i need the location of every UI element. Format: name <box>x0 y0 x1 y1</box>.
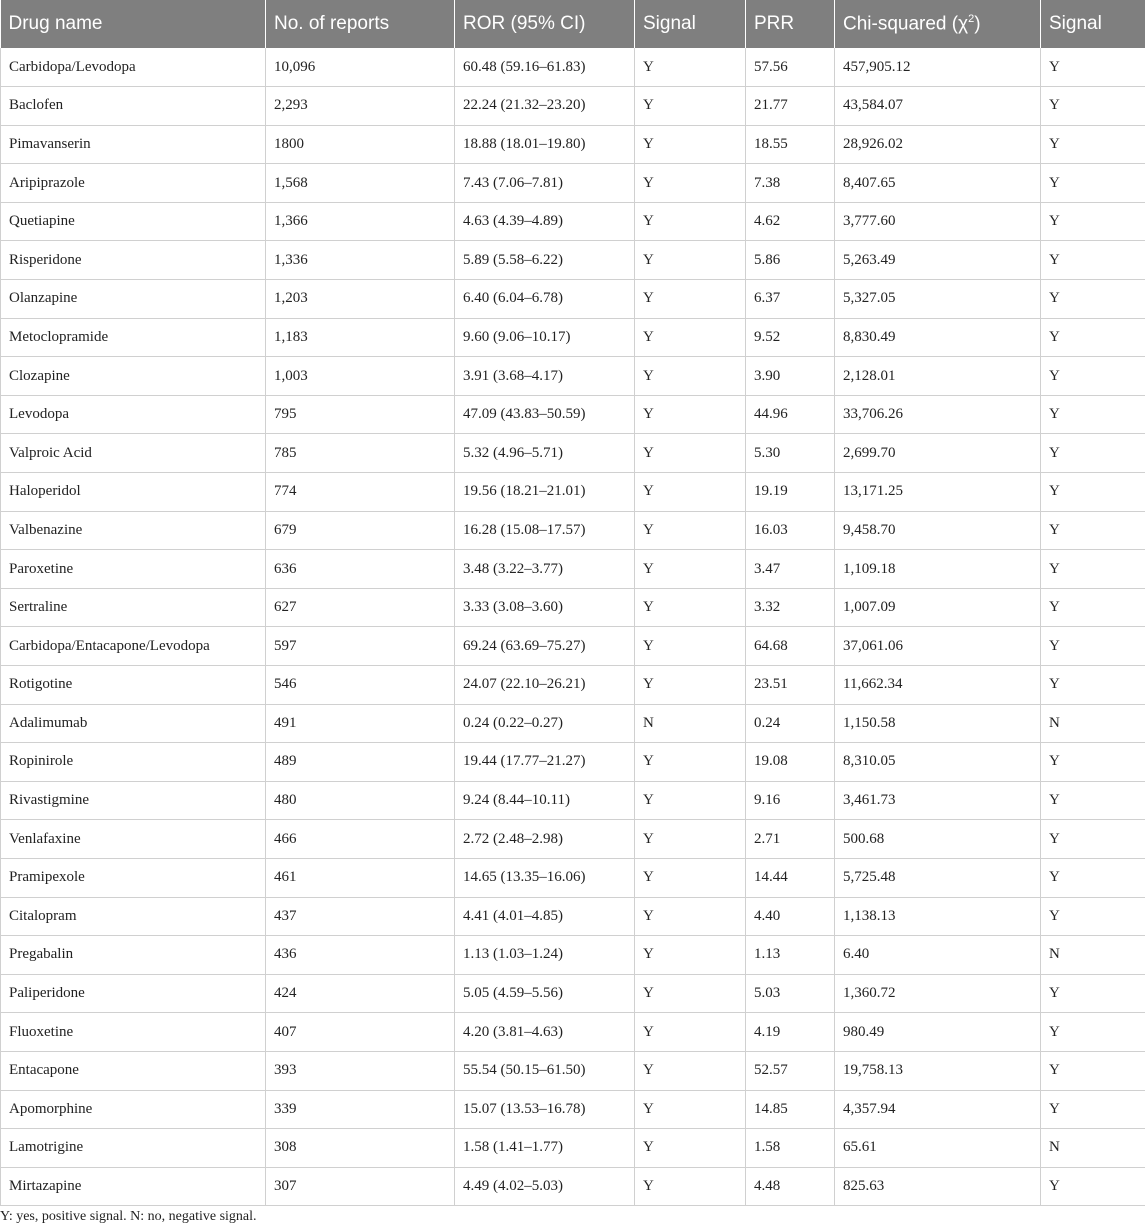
table-row <box>1 1129 1145 1168</box>
chi-squared-cell: 9,458.70 <box>835 511 1041 550</box>
signal-prr-cell: Y <box>1041 241 1145 280</box>
drug-name-cell: Haloperidol <box>1 473 266 512</box>
table-row <box>1 627 1145 666</box>
reports-cell: 1,336 <box>266 241 455 280</box>
ror-cell: 1.58 (1.41–1.77) <box>455 1129 635 1168</box>
reports-cell: 774 <box>266 473 455 512</box>
prr-cell: 7.38 <box>746 164 835 203</box>
signal-ror-cell: Y <box>635 936 746 975</box>
drug-name-cell: Paliperidone <box>1 974 266 1013</box>
drug-name-cell: Quetiapine <box>1 202 266 241</box>
header-drug-name: Drug name <box>1 0 266 48</box>
signal-ror-cell: Y <box>635 511 746 550</box>
prr-cell: 1.13 <box>746 936 835 975</box>
ror-cell: 19.44 (17.77–21.27) <box>455 743 635 782</box>
ror-cell: 4.41 (4.01–4.85) <box>455 897 635 936</box>
drug-name-cell: Aripiprazole <box>1 164 266 203</box>
reports-cell: 10,096 <box>266 48 455 87</box>
table-row <box>1 743 1145 782</box>
signal-prr-cell: Y <box>1041 1167 1145 1206</box>
signal-ror-cell: Y <box>635 318 746 357</box>
drug-name-cell: Carbidopa/Entacapone/Levodopa <box>1 627 266 666</box>
chi-squared-cell: 3,461.73 <box>835 781 1041 820</box>
header-chi-close: ) <box>974 13 981 35</box>
signal-prr-cell: Y <box>1041 743 1145 782</box>
table-row <box>1 241 1145 280</box>
ror-cell: 19.56 (18.21–21.01) <box>455 473 635 512</box>
reports-cell: 785 <box>266 434 455 473</box>
signal-ror-cell: Y <box>635 48 746 87</box>
prr-cell: 5.03 <box>746 974 835 1013</box>
signal-prr-cell: Y <box>1041 1013 1145 1052</box>
signal-ror-cell: Y <box>635 125 746 164</box>
signal-prr-cell: Y <box>1041 395 1145 434</box>
chi-squared-cell: 8,830.49 <box>835 318 1041 357</box>
signal-prr-cell: Y <box>1041 588 1145 627</box>
table-row <box>1 202 1145 241</box>
drug-name-cell: Adalimumab <box>1 704 266 743</box>
reports-cell: 679 <box>266 511 455 550</box>
reports-cell: 1,366 <box>266 202 455 241</box>
header-chi-label: Chi-squared (χ <box>843 13 969 35</box>
reports-cell: 307 <box>266 1167 455 1206</box>
ror-cell: 3.48 (3.22–3.77) <box>455 550 635 589</box>
prr-cell: 0.24 <box>746 704 835 743</box>
signal-prr-cell: Y <box>1041 48 1145 87</box>
chi-squared-cell: 457,905.12 <box>835 48 1041 87</box>
drug-name-cell: Metoclopramide <box>1 318 266 357</box>
prr-cell: 5.86 <box>746 241 835 280</box>
drug-name-cell: Lamotrigine <box>1 1129 266 1168</box>
ror-cell: 3.91 (3.68–4.17) <box>455 357 635 396</box>
signal-ror-cell: Y <box>635 1167 746 1206</box>
prr-cell: 9.16 <box>746 781 835 820</box>
chi-squared-cell: 1,138.13 <box>835 897 1041 936</box>
reports-cell: 393 <box>266 1051 455 1090</box>
chi-squared-cell: 6.40 <box>835 936 1041 975</box>
ror-cell: 5.89 (5.58–6.22) <box>455 241 635 280</box>
prr-cell: 3.32 <box>746 588 835 627</box>
signal-ror-cell: Y <box>635 1090 746 1129</box>
chi-squared-cell: 8,407.65 <box>835 164 1041 203</box>
reports-cell: 437 <box>266 897 455 936</box>
drug-name-cell: Carbidopa/Levodopa <box>1 48 266 87</box>
drug-name-cell: Entacapone <box>1 1051 266 1090</box>
reports-cell: 546 <box>266 666 455 705</box>
chi-squared-cell: 37,061.06 <box>835 627 1041 666</box>
table-row <box>1 1013 1145 1052</box>
signal-ror-cell: Y <box>635 473 746 512</box>
drug-name-cell: Olanzapine <box>1 280 266 319</box>
reports-cell: 1,568 <box>266 164 455 203</box>
table-row <box>1 473 1145 512</box>
signal-ror-cell: Y <box>635 897 746 936</box>
ror-cell: 5.32 (4.96–5.71) <box>455 434 635 473</box>
table-row <box>1 704 1145 743</box>
ror-cell: 15.07 (13.53–16.78) <box>455 1090 635 1129</box>
prr-cell: 44.96 <box>746 395 835 434</box>
prr-cell: 19.19 <box>746 473 835 512</box>
chi-squared-cell: 65.61 <box>835 1129 1041 1168</box>
signal-prr-cell: Y <box>1041 627 1145 666</box>
table-row <box>1 318 1145 357</box>
table-row <box>1 280 1145 319</box>
prr-cell: 64.68 <box>746 627 835 666</box>
prr-cell: 19.08 <box>746 743 835 782</box>
ror-cell: 4.20 (3.81–4.63) <box>455 1013 635 1052</box>
ror-cell: 4.49 (4.02–5.03) <box>455 1167 635 1206</box>
prr-cell: 18.55 <box>746 125 835 164</box>
reports-cell: 339 <box>266 1090 455 1129</box>
chi-squared-cell: 1,360.72 <box>835 974 1041 1013</box>
signal-prr-cell: Y <box>1041 280 1145 319</box>
chi-squared-cell: 500.68 <box>835 820 1041 859</box>
chi-squared-cell: 3,777.60 <box>835 202 1041 241</box>
table-footnote: Y: yes, positive signal. N: no, negative signal. <box>0 1209 257 1224</box>
ror-cell: 6.40 (6.04–6.78) <box>455 280 635 319</box>
signal-prr-cell: Y <box>1041 357 1145 396</box>
signal-prr-cell: Y <box>1041 781 1145 820</box>
signal-ror-cell: N <box>635 704 746 743</box>
chi-squared-cell: 1,150.58 <box>835 704 1041 743</box>
chi-squared-cell: 28,926.02 <box>835 125 1041 164</box>
drug-name-cell: Citalopram <box>1 897 266 936</box>
prr-cell: 21.77 <box>746 87 835 126</box>
prr-cell: 16.03 <box>746 511 835 550</box>
signal-ror-cell: Y <box>635 781 746 820</box>
table-row <box>1 897 1145 936</box>
prr-cell: 3.90 <box>746 357 835 396</box>
ror-cell: 7.43 (7.06–7.81) <box>455 164 635 203</box>
header-chi-squared <box>835 0 1041 48</box>
prr-cell: 52.57 <box>746 1051 835 1090</box>
signal-ror-cell: Y <box>635 357 746 396</box>
prr-cell: 23.51 <box>746 666 835 705</box>
drug-name-cell: Valbenazine <box>1 511 266 550</box>
chi-squared-cell: 980.49 <box>835 1013 1041 1052</box>
signal-prr-cell: Y <box>1041 318 1145 357</box>
signal-prr-cell: Y <box>1041 974 1145 1013</box>
reports-cell: 1,183 <box>266 318 455 357</box>
chi-squared-cell: 43,584.07 <box>835 87 1041 126</box>
signal-ror-cell: Y <box>635 202 746 241</box>
signal-ror-cell: Y <box>635 550 746 589</box>
ror-cell: 4.63 (4.39–4.89) <box>455 202 635 241</box>
signal-prr-cell: Y <box>1041 550 1145 589</box>
header-chi-superscript: 2 <box>968 12 975 25</box>
header-ror: ROR (95% CI) <box>455 0 635 48</box>
table-row <box>1 1090 1145 1129</box>
signal-prr-cell: Y <box>1041 511 1145 550</box>
drug-name-cell: Pimavanserin <box>1 125 266 164</box>
table-body <box>1 48 1145 1206</box>
ror-cell: 47.09 (43.83–50.59) <box>455 395 635 434</box>
prr-cell: 57.56 <box>746 48 835 87</box>
chi-squared-cell: 2,128.01 <box>835 357 1041 396</box>
signal-prr-cell: Y <box>1041 164 1145 203</box>
chi-squared-cell: 1,007.09 <box>835 588 1041 627</box>
drug-name-cell: Pramipexole <box>1 858 266 897</box>
ror-cell: 3.33 (3.08–3.60) <box>455 588 635 627</box>
signal-ror-cell: Y <box>635 627 746 666</box>
reports-cell: 461 <box>266 858 455 897</box>
reports-cell: 308 <box>266 1129 455 1168</box>
drug-name-cell: Clozapine <box>1 357 266 396</box>
signal-prr-cell: Y <box>1041 125 1145 164</box>
table-row <box>1 936 1145 975</box>
drug-name-cell: Paroxetine <box>1 550 266 589</box>
prr-cell: 4.40 <box>746 897 835 936</box>
signal-prr-cell: Y <box>1041 473 1145 512</box>
signal-prr-cell: N <box>1041 936 1145 975</box>
signal-prr-cell: Y <box>1041 87 1145 126</box>
reports-cell: 436 <box>266 936 455 975</box>
signal-ror-cell: Y <box>635 974 746 1013</box>
signal-prr-cell: N <box>1041 704 1145 743</box>
signal-ror-cell: Y <box>635 164 746 203</box>
drug-name-cell: Valproic Acid <box>1 434 266 473</box>
ror-cell: 22.24 (21.32–23.20) <box>455 87 635 126</box>
signal-ror-cell: Y <box>635 588 746 627</box>
drug-name-cell: Rotigotine <box>1 666 266 705</box>
signal-prr-cell: Y <box>1041 666 1145 705</box>
chi-squared-cell: 19,758.13 <box>835 1051 1041 1090</box>
reports-cell: 480 <box>266 781 455 820</box>
drug-name-cell: Risperidone <box>1 241 266 280</box>
signal-prr-cell: N <box>1041 1129 1145 1168</box>
ror-cell: 55.54 (50.15–61.50) <box>455 1051 635 1090</box>
drug-name-cell: Baclofen <box>1 87 266 126</box>
header-no-of-reports: No. of reports <box>266 0 455 48</box>
signal-ror-cell: Y <box>635 87 746 126</box>
prr-cell: 4.19 <box>746 1013 835 1052</box>
drug-name-cell: Sertraline <box>1 588 266 627</box>
reports-cell: 636 <box>266 550 455 589</box>
chi-squared-cell: 4,357.94 <box>835 1090 1041 1129</box>
signal-ror-cell: Y <box>635 1013 746 1052</box>
reports-cell: 1,203 <box>266 280 455 319</box>
table-row <box>1 434 1145 473</box>
prr-cell: 1.58 <box>746 1129 835 1168</box>
ror-cell: 5.05 (4.59–5.56) <box>455 974 635 1013</box>
header-signal-prr: Signal <box>1041 0 1145 48</box>
prr-cell: 5.30 <box>746 434 835 473</box>
table-row <box>1 87 1145 126</box>
signal-ror-cell: Y <box>635 820 746 859</box>
signal-ror-cell: Y <box>635 241 746 280</box>
prr-cell: 14.44 <box>746 858 835 897</box>
ror-cell: 24.07 (22.10–26.21) <box>455 666 635 705</box>
signal-prr-cell: Y <box>1041 202 1145 241</box>
drug-name-cell: Venlafaxine <box>1 820 266 859</box>
chi-squared-cell: 5,327.05 <box>835 280 1041 319</box>
reports-cell: 489 <box>266 743 455 782</box>
table-row <box>1 974 1145 1013</box>
reports-cell: 466 <box>266 820 455 859</box>
reports-cell: 1,003 <box>266 357 455 396</box>
table-row <box>1 511 1145 550</box>
ror-cell: 0.24 (0.22–0.27) <box>455 704 635 743</box>
drug-name-cell: Fluoxetine <box>1 1013 266 1052</box>
table-row <box>1 125 1145 164</box>
signal-ror-cell: Y <box>635 434 746 473</box>
table-row <box>1 858 1145 897</box>
chi-squared-cell: 33,706.26 <box>835 395 1041 434</box>
chi-squared-cell: 825.63 <box>835 1167 1041 1206</box>
drug-name-cell: Mirtazapine <box>1 1167 266 1206</box>
table-row <box>1 666 1145 705</box>
reports-cell: 424 <box>266 974 455 1013</box>
drug-name-cell: Levodopa <box>1 395 266 434</box>
signal-prr-cell: Y <box>1041 897 1145 936</box>
signal-prr-cell: Y <box>1041 434 1145 473</box>
reports-cell: 795 <box>266 395 455 434</box>
ror-cell: 18.88 (18.01–19.80) <box>455 125 635 164</box>
prr-cell: 4.48 <box>746 1167 835 1206</box>
table-row <box>1 550 1145 589</box>
signal-ror-cell: Y <box>635 743 746 782</box>
ror-cell: 9.60 (9.06–10.17) <box>455 318 635 357</box>
chi-squared-cell: 1,109.18 <box>835 550 1041 589</box>
signal-ror-cell: Y <box>635 1051 746 1090</box>
ror-cell: 16.28 (15.08–17.57) <box>455 511 635 550</box>
reports-cell: 2,293 <box>266 87 455 126</box>
chi-squared-cell: 5,725.48 <box>835 858 1041 897</box>
table-row <box>1 1167 1145 1206</box>
chi-squared-cell: 2,699.70 <box>835 434 1041 473</box>
header-signal-ror: Signal <box>635 0 746 48</box>
table-row <box>1 48 1145 87</box>
prr-cell: 3.47 <box>746 550 835 589</box>
ror-cell: 9.24 (8.44–10.11) <box>455 781 635 820</box>
table-row <box>1 781 1145 820</box>
ror-cell: 60.48 (59.16–61.83) <box>455 48 635 87</box>
ror-cell: 2.72 (2.48–2.98) <box>455 820 635 859</box>
table-row <box>1 395 1145 434</box>
signal-ror-cell: Y <box>635 666 746 705</box>
chi-squared-cell: 13,171.25 <box>835 473 1041 512</box>
reports-cell: 1800 <box>266 125 455 164</box>
prr-cell: 6.37 <box>746 280 835 319</box>
reports-cell: 407 <box>266 1013 455 1052</box>
signal-ror-cell: Y <box>635 280 746 319</box>
ror-cell: 14.65 (13.35–16.06) <box>455 858 635 897</box>
signal-ror-cell: Y <box>635 858 746 897</box>
prr-cell: 9.52 <box>746 318 835 357</box>
drug-name-cell: Pregabalin <box>1 936 266 975</box>
ror-cell: 1.13 (1.03–1.24) <box>455 936 635 975</box>
prr-cell: 4.62 <box>746 202 835 241</box>
signal-prr-cell: Y <box>1041 1090 1145 1129</box>
table-header <box>1 0 1145 48</box>
drug-name-cell: Rivastigmine <box>1 781 266 820</box>
table-row <box>1 164 1145 203</box>
signal-prr-cell: Y <box>1041 820 1145 859</box>
signal-prr-cell: Y <box>1041 1051 1145 1090</box>
drug-name-cell: Apomorphine <box>1 1090 266 1129</box>
reports-cell: 597 <box>266 627 455 666</box>
signal-ror-cell: Y <box>635 395 746 434</box>
chi-squared-cell: 8,310.05 <box>835 743 1041 782</box>
drug-name-cell: Ropinirole <box>1 743 266 782</box>
chi-squared-cell: 11,662.34 <box>835 666 1041 705</box>
signal-ror-cell: Y <box>635 1129 746 1168</box>
table-row <box>1 1051 1145 1090</box>
ror-cell: 69.24 (63.69–75.27) <box>455 627 635 666</box>
reports-cell: 627 <box>266 588 455 627</box>
chi-squared-cell: 5,263.49 <box>835 241 1041 280</box>
prr-cell: 2.71 <box>746 820 835 859</box>
header-row <box>1 0 1145 48</box>
table-row <box>1 820 1145 859</box>
reports-cell: 491 <box>266 704 455 743</box>
table-row <box>1 357 1145 396</box>
table-row <box>1 588 1145 627</box>
signal-prr-cell: Y <box>1041 858 1145 897</box>
header-prr: PRR <box>746 0 835 48</box>
prr-cell: 14.85 <box>746 1090 835 1129</box>
